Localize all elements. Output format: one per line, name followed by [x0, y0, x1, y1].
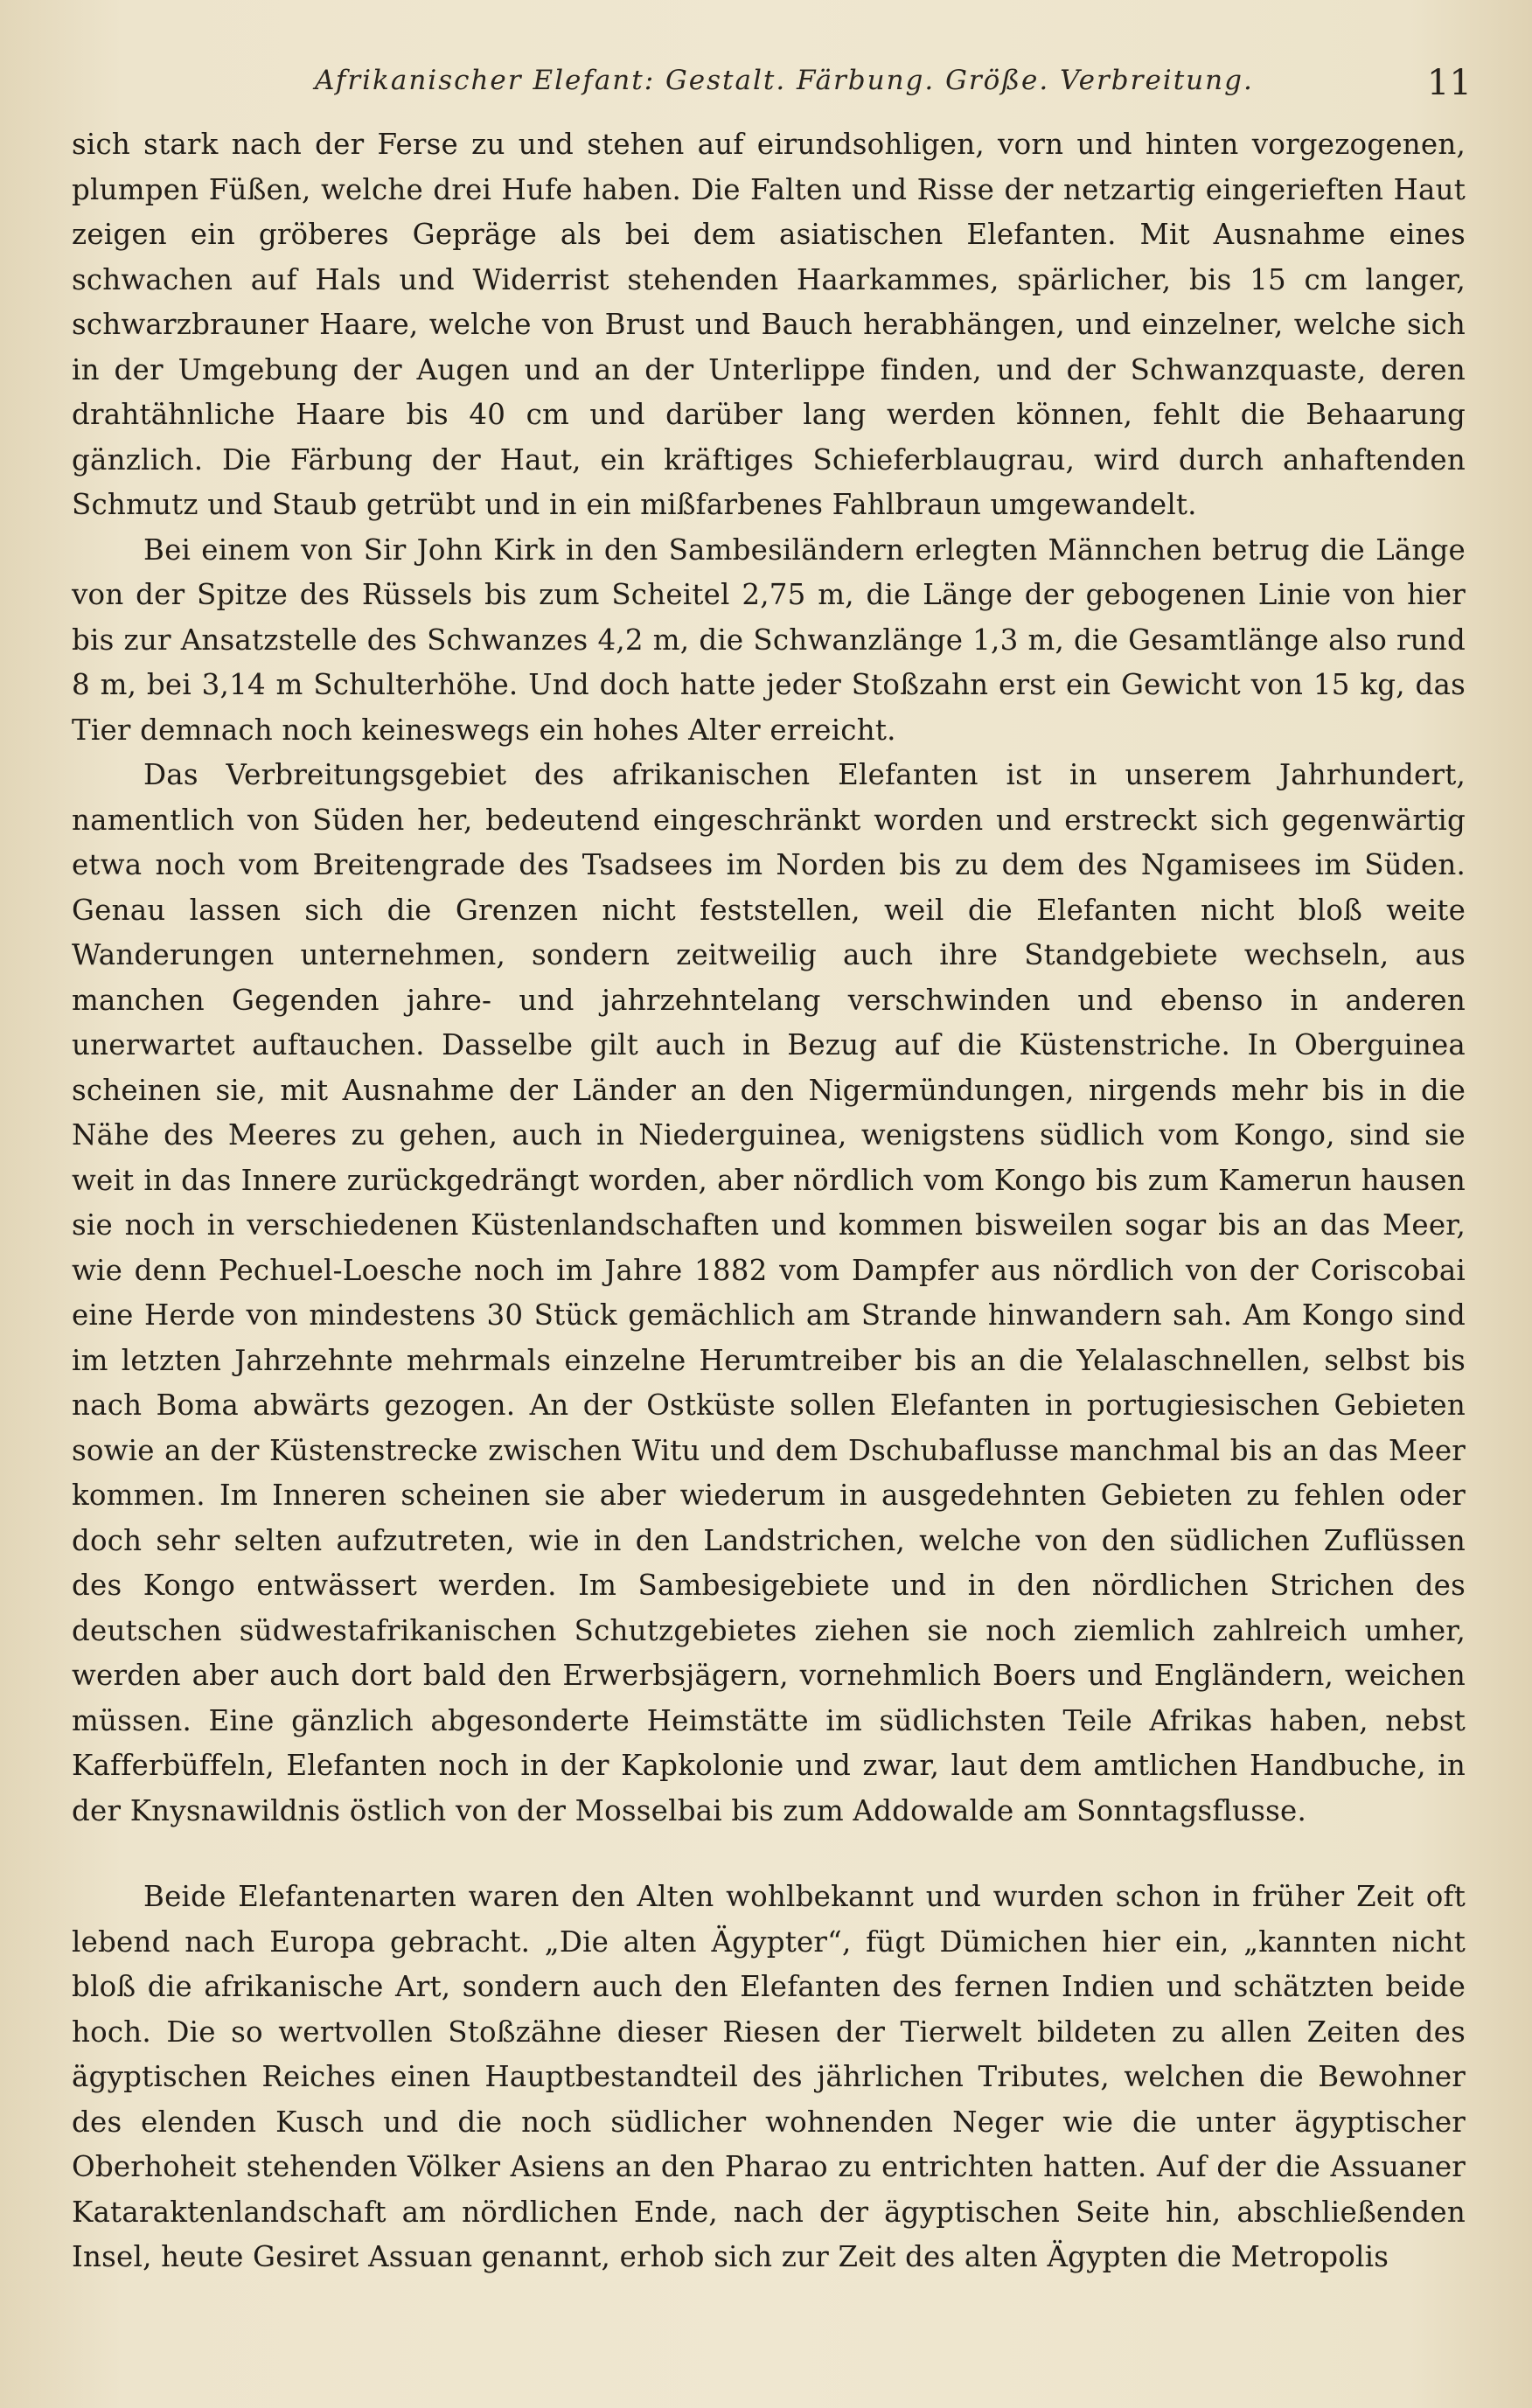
paragraph-measurements: Bei einem von Sir John Kirk in den Sambesiländern erlegten Männchen betrug die Länge von der Spitze des Rüssels bis zum Scheitel 2,75 m, die Länge der gebogenen Linie von hier bis zur Ansatzstelle des Schwanzes 4,2 m, die Schwanzlänge 1,3 m, die Gesamtlänge also rund 8 m, bei 3,14 m Schulterhöhe. Und doch hatte jeder Stoßzahn erst ein Gewicht von 15 kg, das Tier demnach noch keineswegs ein hohes Alter erreicht.	[72, 532, 1466, 747]
page-number: 11	[1427, 63, 1472, 103]
section-gap	[72, 1834, 1466, 1875]
running-title: Afrikanischer Elefant: Gestalt. Färbung. Größe. Verbreitung.	[315, 65, 1254, 96]
paragraph-history: Beide Elefantenarten waren den Alten wohlbekannt und wurden schon in früher Zeit oft lebend nach Europa gebracht. „Die alten Ägypter“, fügt Dümichen hier ein, „kannten nicht bloß die afrikanische Art, sondern auch den Elefanten des fernen Indien und schätzten beide hoch. Die so wertvollen Stoßzähne dieser Riesen der Tierwelt bildeten zu allen Zeiten des ägyptischen Reiches einen Hauptbestandteil des jährlichen Tributes, welchen die Bewohner des elenden Kusch und die noch südlicher wohnenden Neger wie die unter ägyptischer Oberhoheit stehenden Völker Asiens an den Pharao zu entrichten hatten. Auf der die Assuaner Kataraktenlandschaft am nördlichen Ende, nach der ägyptischen Seite hin, abschließenden Insel, heute Gesiret Assuan genannt, erhob sich zur Zeit des alten Ägypten die Metropolis	[72, 1880, 1466, 2273]
paragraph-distribution: Das Verbreitungsgebiet des afrikanischen Elefanten ist in unserem Jahrhundert, namentlich von Süden her, bedeutend eingeschränkt worden und erstreckt sich gegenwärtig etwa noch vom Breitengrade des Tsadsees im Norden bis zu dem des Ngamisees im Süden. Genau lassen sich die Grenzen nicht feststellen, weil die Elefanten nicht bloß weite Wanderungen unternehmen, sondern zeitweilig auch ihre Standgebiete wechseln, aus manchen Gegenden jahre- und jahrzehntelang verschwinden und ebenso in anderen unerwartet auftauchen. Dasselbe gilt auch in Bezug auf die Küstenstriche. In Oberguinea scheinen sie, mit Ausnahme der Länder an den Nigermündungen, nirgends mehr bis in die Nähe des Meeres zu gehen, auch in Niederguinea, wenigstens südlich vom Kongo, sind sie weit in das Innere zurückgedrängt worden, aber nördlich vom Kongo bis zum Kamerun hausen sie noch in verschiedenen Küstenlandschaften und kommen bisweilen sogar bis an das Meer, wie denn Pechuel-Loesche noch im Jahre 1882 vom Dampfer aus nördlich von der Coriscobai eine Herde von mindestens 30 Stück gemächlich am Strande hinwandern sah. Am Kongo sind im letzten Jahrzehnte mehrmals einzelne Herumtreiber bis an die Yelalaschnellen, selbst bis nach Boma abwärts gezogen. An der Ostküste sollen Elefanten in portugiesischen Gebieten sowie an der Küstenstrecke zwischen Witu und dem Dschubaflusse manchmal bis an das Meer kommen. Im Inneren scheinen sie aber wiederum in ausgedehnten Gebieten zu fehlen oder doch sehr selten aufzutreten, wie in den Landstrichen, welche von den südlichen Zuflüssen des Kongo entwässert werden. Im Sambesigebiete und in den nördlichen Strichen des deutschen südwestafrikanischen Schutzgebietes ziehen sie noch ziemlich zahlreich umher, werden aber auch dort bald den Erwerbsjägern, vornehmlich Boers und Engländern, weichen müssen. Eine gänzlich abgesonderte Heimstätte im südlichsten Teile Afrikas haben, nebst Kafferbüffeln, Elefanten noch in der Kapkolonie und zwar, laut dem amtlichen Handbuche, in der Knysnawildnis östlich von der Mosselbai bis zum Addowalde am Sonntagsflusse.	[72, 758, 1466, 1827]
running-head	[0, 59, 1532, 112]
body-text	[72, 122, 1466, 2280]
paragraph-continued: sich stark nach der Ferse zu und stehen auf eirundsohligen, vorn und hinten vorgezogenen, plumpen Füßen, welche drei Hufe haben. Die Falten und Risse der netzartig eingerieften Haut zeigen ein gröberes Gepräge als bei dem asiatischen Elefanten. Mit Ausnahme eines schwachen auf Hals und Widerrist stehenden Haarkammes, spärlicher, bis 15 cm langer, schwarzbrauner Haare, welche von Brust und Bauch herabhängen, und einzelner, welche sich in der Umgebung der Augen und an der Unterlippe finden, und der Schwanzquaste, deren drahtähnliche Haare bis 40 cm und darüber lang werden können, fehlt die Behaarung gänzlich. Die Färbung der Haut, ein kräftiges Schieferblaugrau, wird durch anhaftenden Schmutz und Staub getrübt und in ein mißfarbenes Fahlbraun umgewandelt.	[72, 128, 1466, 521]
